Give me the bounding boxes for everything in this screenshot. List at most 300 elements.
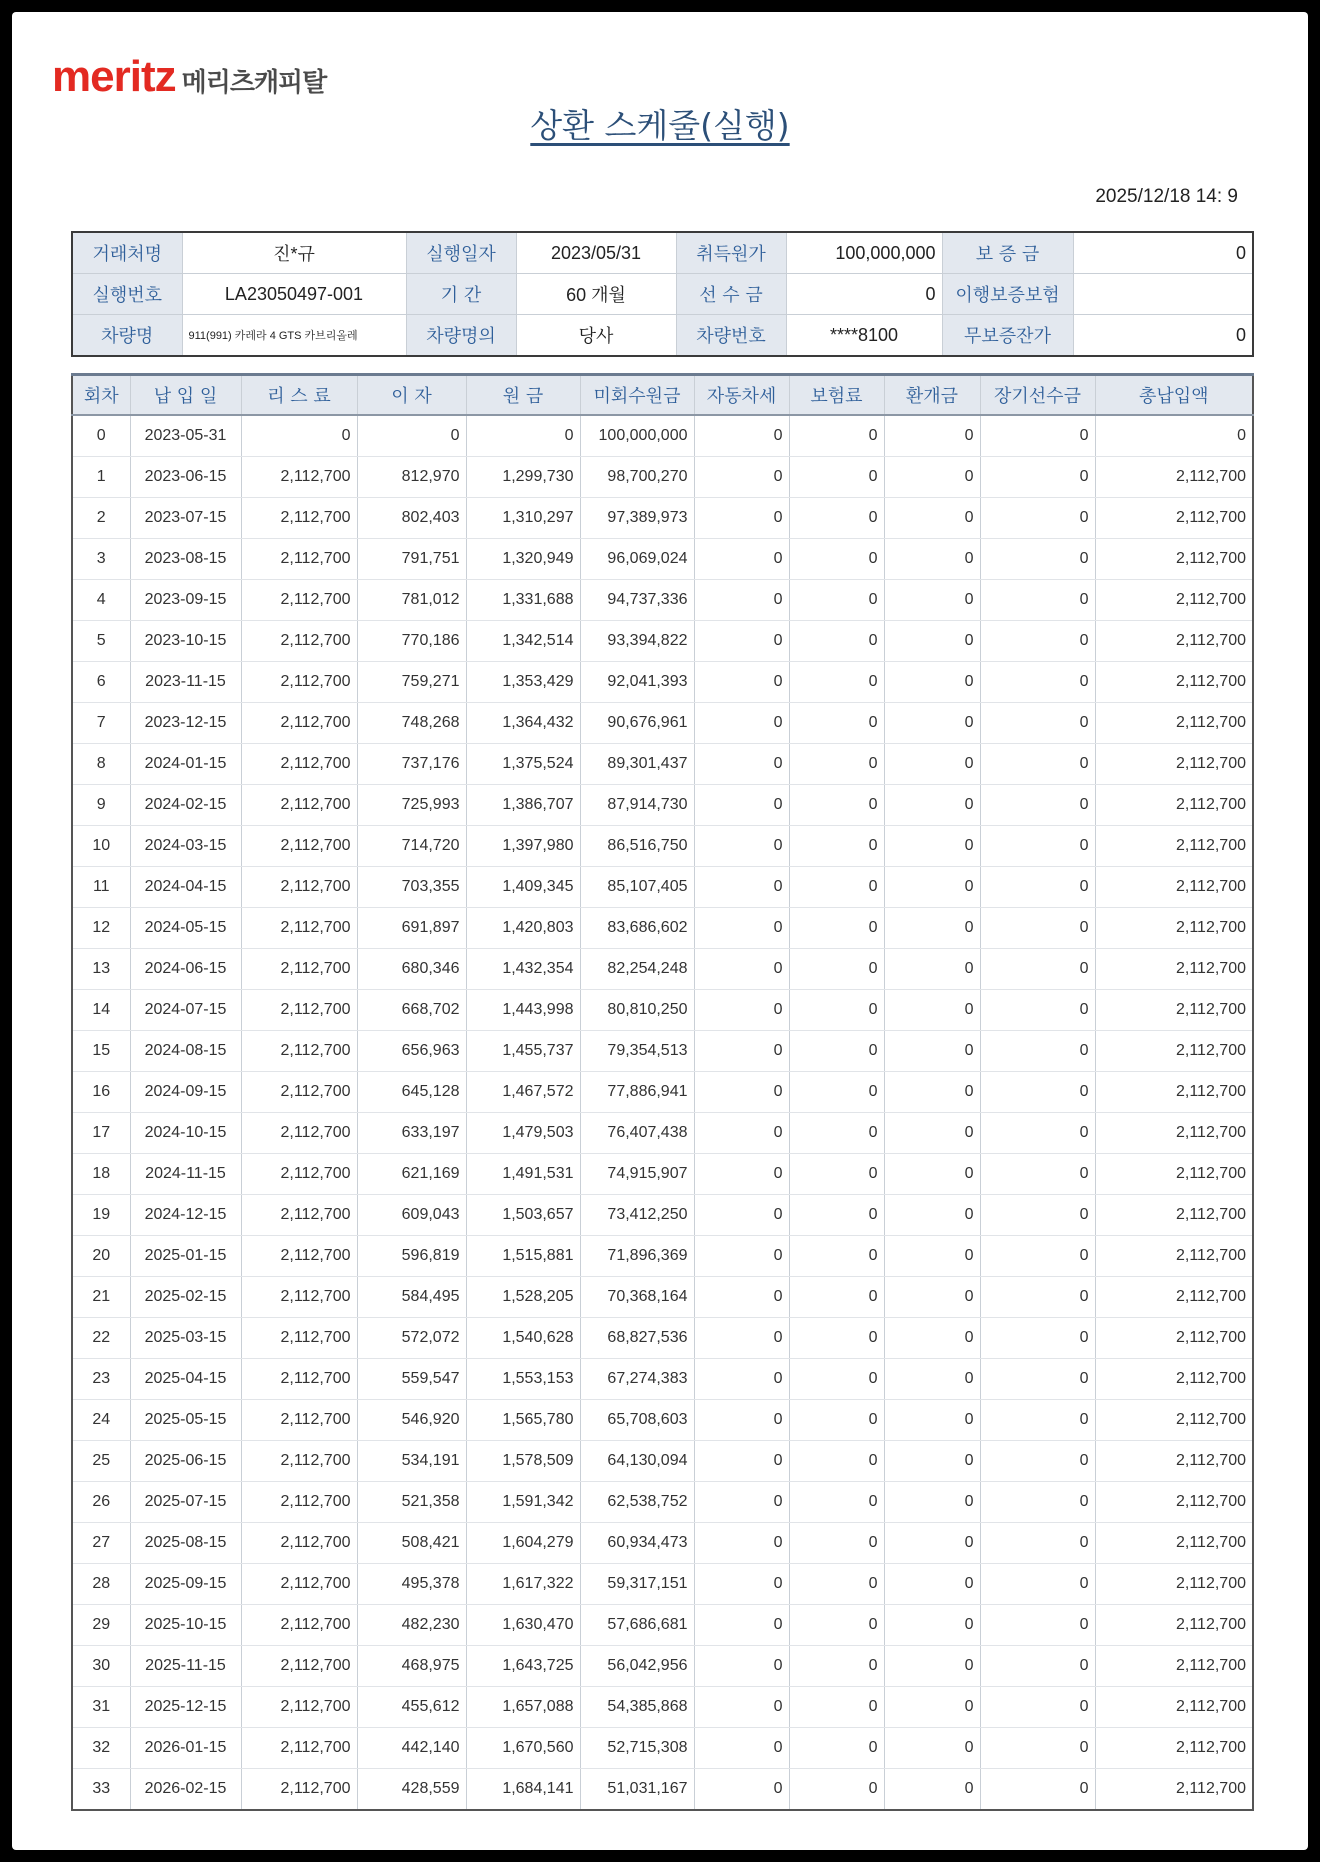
table-row (72, 1687, 1253, 1728)
table-cell: 0 (884, 1072, 980, 1113)
column-header: 원 금 (466, 375, 580, 416)
table-cell: 0 (884, 415, 980, 457)
table-cell: 1,455,737 (466, 1031, 580, 1072)
table-cell: 1,299,730 (466, 457, 580, 498)
table-row (72, 1564, 1253, 1605)
table-cell: 0 (694, 1646, 789, 1687)
table-cell: 2025-05-15 (130, 1400, 241, 1441)
table-cell: 0 (789, 1769, 884, 1811)
table-row (72, 1441, 1253, 1482)
table-cell: 0 (980, 1072, 1095, 1113)
table-row (72, 1523, 1253, 1564)
table-cell: 680,346 (357, 949, 466, 990)
table-cell: 2,112,700 (1095, 1154, 1253, 1195)
logo-text-en: meritz (52, 52, 176, 101)
table-cell: 2,112,700 (1095, 1072, 1253, 1113)
table-cell: 2,112,700 (241, 539, 357, 580)
table-cell: 2,112,700 (1095, 1195, 1253, 1236)
table-cell: 0 (694, 1359, 789, 1400)
table-row (72, 867, 1253, 908)
table-cell: 0 (789, 908, 884, 949)
table-cell: 7 (72, 703, 130, 744)
table-cell: 29 (72, 1605, 130, 1646)
table-cell: 2024-10-15 (130, 1113, 241, 1154)
label-vehicle-owner: 차량명의 (406, 315, 516, 357)
table-cell: 714,720 (357, 826, 466, 867)
table-cell: 2,112,700 (241, 703, 357, 744)
value-performance-insurance (1073, 274, 1253, 315)
table-cell: 0 (694, 703, 789, 744)
table-row (72, 1318, 1253, 1359)
table-cell: 0 (980, 1113, 1095, 1154)
table-cell: 0 (694, 457, 789, 498)
table-cell: 0 (357, 415, 466, 457)
table-cell: 2024-06-15 (130, 949, 241, 990)
table-cell: 74,915,907 (580, 1154, 694, 1195)
table-cell: 495,378 (357, 1564, 466, 1605)
table-cell: 1,578,509 (466, 1441, 580, 1482)
table-cell: 71,896,369 (580, 1236, 694, 1277)
table-cell: 2,112,700 (241, 1441, 357, 1482)
table-cell: 0 (884, 1113, 980, 1154)
table-cell: 0 (694, 785, 789, 826)
table-cell: 0 (980, 1728, 1095, 1769)
table-cell: 1,320,949 (466, 539, 580, 580)
table-cell: 0 (980, 1605, 1095, 1646)
table-cell: 0 (694, 1195, 789, 1236)
table-cell: 0 (694, 826, 789, 867)
table-cell: 77,886,941 (580, 1072, 694, 1113)
table-cell: 80,810,250 (580, 990, 694, 1031)
table-cell: 0 (980, 1236, 1095, 1277)
table-cell: 0 (884, 826, 980, 867)
table-cell: 21 (72, 1277, 130, 1318)
table-cell: 70,368,164 (580, 1277, 694, 1318)
table-cell: 482,230 (357, 1605, 466, 1646)
table-cell: 2023-10-15 (130, 621, 241, 662)
table-cell: 2,112,700 (241, 744, 357, 785)
table-cell: 2026-02-15 (130, 1769, 241, 1811)
table-cell: 25 (72, 1441, 130, 1482)
table-cell: 1,342,514 (466, 621, 580, 662)
table-cell: 2,112,700 (241, 1072, 357, 1113)
table-cell: 0 (789, 1195, 884, 1236)
table-cell: 0 (72, 415, 130, 457)
table-cell: 0 (884, 457, 980, 498)
column-header: 납 입 일 (130, 375, 241, 416)
table-cell: 534,191 (357, 1441, 466, 1482)
table-cell: 2,112,700 (241, 1564, 357, 1605)
table-cell: 0 (694, 539, 789, 580)
table-cell: 0 (694, 949, 789, 990)
table-cell: 691,897 (357, 908, 466, 949)
table-row (72, 1769, 1253, 1811)
table-cell: 2,112,700 (1095, 1523, 1253, 1564)
table-cell: 62,538,752 (580, 1482, 694, 1523)
table-cell: 2025-01-15 (130, 1236, 241, 1277)
table-cell: 0 (884, 1728, 980, 1769)
table-row (72, 621, 1253, 662)
table-cell: 56,042,956 (580, 1646, 694, 1687)
table-cell: 2,112,700 (241, 662, 357, 703)
table-cell: 0 (980, 1523, 1095, 1564)
table-row (72, 703, 1253, 744)
table-cell: 2,112,700 (1095, 908, 1253, 949)
table-cell: 92,041,393 (580, 662, 694, 703)
value-advance: 0 (786, 274, 942, 315)
table-cell: 0 (694, 580, 789, 621)
table-cell: 0 (884, 1277, 980, 1318)
table-cell: 13 (72, 949, 130, 990)
table-cell: 4 (72, 580, 130, 621)
table-cell: 0 (789, 580, 884, 621)
table-cell: 2,112,700 (1095, 662, 1253, 703)
schedule-body (72, 415, 1253, 1810)
table-cell: 0 (884, 867, 980, 908)
table-cell: 802,403 (357, 498, 466, 539)
table-cell: 2024-01-15 (130, 744, 241, 785)
table-cell: 1,565,780 (466, 1400, 580, 1441)
table-cell: 759,271 (357, 662, 466, 703)
table-row (72, 1277, 1253, 1318)
table-cell: 0 (980, 415, 1095, 457)
table-cell: 1,386,707 (466, 785, 580, 826)
column-header: 총납입액 (1095, 375, 1253, 416)
table-cell: 51,031,167 (580, 1769, 694, 1811)
table-cell: 11 (72, 867, 130, 908)
table-cell: 12 (72, 908, 130, 949)
table-row (72, 1728, 1253, 1769)
table-row (72, 1154, 1253, 1195)
table-cell: 85,107,405 (580, 867, 694, 908)
table-cell: 0 (884, 949, 980, 990)
table-cell: 1,397,980 (466, 826, 580, 867)
value-period: 60 개월 (516, 274, 676, 315)
table-cell: 609,043 (357, 1195, 466, 1236)
table-cell: 2,112,700 (1095, 1113, 1253, 1154)
table-cell: 2024-12-15 (130, 1195, 241, 1236)
table-cell: 2,112,700 (241, 785, 357, 826)
table-cell: 0 (789, 1523, 884, 1564)
table-cell: 2,112,700 (1095, 1646, 1253, 1687)
table-cell: 0 (789, 949, 884, 990)
table-cell: 2,112,700 (1095, 1318, 1253, 1359)
table-cell: 0 (789, 1687, 884, 1728)
table-cell: 0 (789, 1154, 884, 1195)
table-cell: 0 (884, 1769, 980, 1811)
table-cell: 2025-08-15 (130, 1523, 241, 1564)
table-cell: 0 (694, 1113, 789, 1154)
table-cell: 2,112,700 (1095, 1359, 1253, 1400)
table-cell: 0 (789, 1400, 884, 1441)
table-cell: 0 (980, 867, 1095, 908)
table-cell: 2023-07-15 (130, 498, 241, 539)
table-cell: 2,112,700 (241, 1687, 357, 1728)
table-cell: 1,364,432 (466, 703, 580, 744)
table-cell: 33 (72, 1769, 130, 1811)
table-cell: 0 (694, 1441, 789, 1482)
table-cell: 0 (884, 1195, 980, 1236)
logo-text-ko: 메리츠캐피탈 (181, 68, 327, 98)
table-cell: 2023-08-15 (130, 539, 241, 580)
table-cell: 79,354,513 (580, 1031, 694, 1072)
label-customer: 거래처명 (72, 232, 182, 274)
table-cell: 2,112,700 (241, 867, 357, 908)
table-cell: 2,112,700 (1095, 498, 1253, 539)
table-cell: 2,112,700 (241, 621, 357, 662)
table-cell: 428,559 (357, 1769, 466, 1811)
table-cell: 2,112,700 (1095, 457, 1253, 498)
table-cell: 2,112,700 (1095, 744, 1253, 785)
table-row (72, 990, 1253, 1031)
table-cell: 0 (694, 1236, 789, 1277)
label-vehicle: 차량명 (72, 315, 182, 357)
table-cell: 2,112,700 (1095, 785, 1253, 826)
table-cell: 559,547 (357, 1359, 466, 1400)
table-cell: 82,254,248 (580, 949, 694, 990)
table-cell: 1,375,524 (466, 744, 580, 785)
table-cell: 0 (884, 908, 980, 949)
table-cell: 2,112,700 (241, 498, 357, 539)
table-cell: 0 (789, 415, 884, 457)
table-cell: 0 (694, 1072, 789, 1113)
value-exec-no: LA23050497-001 (182, 274, 406, 315)
table-cell: 0 (1095, 415, 1253, 457)
table-cell: 2,112,700 (1095, 1031, 1253, 1072)
table-cell: 0 (694, 415, 789, 457)
table-cell: 0 (980, 1031, 1095, 1072)
table-cell: 572,072 (357, 1318, 466, 1359)
table-cell: 2023-12-15 (130, 703, 241, 744)
table-cell: 2,112,700 (241, 1482, 357, 1523)
table-cell: 0 (884, 1154, 980, 1195)
table-row (72, 1113, 1253, 1154)
table-cell: 2,112,700 (1095, 826, 1253, 867)
table-cell: 0 (789, 1482, 884, 1523)
table-cell: 0 (789, 539, 884, 580)
table-cell: 0 (980, 539, 1095, 580)
table-cell: 2,112,700 (241, 580, 357, 621)
table-cell: 76,407,438 (580, 1113, 694, 1154)
table-cell: 2,112,700 (241, 457, 357, 498)
table-cell: 2,112,700 (241, 1728, 357, 1769)
table-cell: 0 (789, 990, 884, 1031)
table-cell: 54,385,868 (580, 1687, 694, 1728)
table-cell: 83,686,602 (580, 908, 694, 949)
table-cell: 2,112,700 (1095, 1687, 1253, 1728)
value-plate-no: ****8100 (786, 315, 942, 357)
value-exec-date: 2023/05/31 (516, 232, 676, 274)
table-row (72, 785, 1253, 826)
table-cell: 0 (884, 621, 980, 662)
table-cell: 0 (694, 1564, 789, 1605)
table-cell: 0 (694, 498, 789, 539)
table-cell: 791,751 (357, 539, 466, 580)
table-cell: 2,112,700 (241, 1605, 357, 1646)
table-cell: 1,604,279 (466, 1523, 580, 1564)
table-cell: 64,130,094 (580, 1441, 694, 1482)
table-row (72, 744, 1253, 785)
table-cell: 546,920 (357, 1400, 466, 1441)
table-cell: 2025-11-15 (130, 1646, 241, 1687)
table-cell: 93,394,822 (580, 621, 694, 662)
table-cell: 97,389,973 (580, 498, 694, 539)
table-cell: 703,355 (357, 867, 466, 908)
table-cell: 1,443,998 (466, 990, 580, 1031)
table-cell: 0 (884, 1031, 980, 1072)
table-cell: 2,112,700 (241, 1400, 357, 1441)
table-cell: 73,412,250 (580, 1195, 694, 1236)
column-header: 보험료 (789, 375, 884, 416)
table-cell: 2024-05-15 (130, 908, 241, 949)
table-cell: 0 (884, 1441, 980, 1482)
table-cell: 0 (980, 744, 1095, 785)
table-cell: 0 (694, 1523, 789, 1564)
table-cell: 0 (789, 1605, 884, 1646)
table-cell: 0 (884, 744, 980, 785)
table-cell: 0 (694, 662, 789, 703)
table-cell: 0 (980, 1564, 1095, 1605)
table-cell: 2023-05-31 (130, 415, 241, 457)
label-period: 기 간 (406, 274, 516, 315)
table-cell: 2,112,700 (241, 1113, 357, 1154)
table-cell: 1,420,803 (466, 908, 580, 949)
table-row (72, 539, 1253, 580)
table-cell: 1,684,141 (466, 1769, 580, 1811)
table-cell: 0 (884, 785, 980, 826)
table-cell: 1,310,297 (466, 498, 580, 539)
table-cell: 0 (694, 1031, 789, 1072)
table-cell: 2,112,700 (241, 1277, 357, 1318)
table-cell: 1,657,088 (466, 1687, 580, 1728)
column-header: 회차 (72, 375, 130, 416)
table-cell: 2,112,700 (241, 826, 357, 867)
table-cell: 0 (980, 1646, 1095, 1687)
table-cell: 0 (789, 867, 884, 908)
label-residual: 무보증잔가 (942, 315, 1073, 357)
table-cell: 0 (884, 580, 980, 621)
table-cell: 0 (694, 1318, 789, 1359)
table-cell: 0 (789, 1072, 884, 1113)
table-cell: 2025-02-15 (130, 1277, 241, 1318)
value-customer: 진*규 (182, 232, 406, 274)
value-deposit: 0 (1073, 232, 1253, 274)
table-cell: 2025-06-15 (130, 1441, 241, 1482)
table-cell: 0 (694, 1769, 789, 1811)
table-cell: 32 (72, 1728, 130, 1769)
table-cell: 1,432,354 (466, 949, 580, 990)
repayment-schedule-table (71, 373, 1254, 1811)
table-cell: 584,495 (357, 1277, 466, 1318)
table-cell: 0 (884, 1564, 980, 1605)
table-cell: 2023-11-15 (130, 662, 241, 703)
table-cell: 596,819 (357, 1236, 466, 1277)
table-cell: 621,169 (357, 1154, 466, 1195)
contract-info-table (71, 231, 1254, 357)
table-cell: 0 (980, 1400, 1095, 1441)
table-cell: 0 (694, 1154, 789, 1195)
table-cell: 19 (72, 1195, 130, 1236)
table-cell: 668,702 (357, 990, 466, 1031)
table-cell: 0 (789, 621, 884, 662)
table-cell: 2,112,700 (1095, 580, 1253, 621)
table-cell: 18 (72, 1154, 130, 1195)
info-row (72, 232, 1253, 274)
table-cell: 2,112,700 (1095, 1728, 1253, 1769)
value-vehicle: 911(991) 카레라 4 GTS 카브리올레 (182, 315, 406, 357)
table-cell: 2,112,700 (241, 1769, 357, 1811)
table-cell: 0 (980, 1277, 1095, 1318)
table-cell: 1,528,205 (466, 1277, 580, 1318)
table-cell: 0 (694, 1400, 789, 1441)
table-cell: 86,516,750 (580, 826, 694, 867)
table-cell: 0 (884, 1236, 980, 1277)
table-cell: 0 (884, 1646, 980, 1687)
meritz-logo (52, 52, 326, 102)
table-cell: 645,128 (357, 1072, 466, 1113)
table-cell: 2,112,700 (1095, 1277, 1253, 1318)
table-cell: 0 (884, 1605, 980, 1646)
table-cell: 0 (980, 1154, 1095, 1195)
table-cell: 2,112,700 (1095, 990, 1253, 1031)
table-cell: 1,467,572 (466, 1072, 580, 1113)
table-cell: 0 (466, 415, 580, 457)
table-cell: 0 (980, 580, 1095, 621)
table-cell: 16 (72, 1072, 130, 1113)
table-cell: 0 (789, 457, 884, 498)
value-residual: 0 (1073, 315, 1253, 357)
table-cell: 0 (789, 1236, 884, 1277)
table-cell: 22 (72, 1318, 130, 1359)
table-cell: 2023-06-15 (130, 457, 241, 498)
table-cell: 812,970 (357, 457, 466, 498)
table-cell: 2,112,700 (1095, 867, 1253, 908)
table-cell: 2,112,700 (1095, 1482, 1253, 1523)
table-cell: 94,737,336 (580, 580, 694, 621)
table-cell: 100,000,000 (580, 415, 694, 457)
table-cell: 1,515,881 (466, 1236, 580, 1277)
table-cell: 26 (72, 1482, 130, 1523)
table-cell: 1,491,531 (466, 1154, 580, 1195)
table-cell: 96,069,024 (580, 539, 694, 580)
table-cell: 59,317,151 (580, 1564, 694, 1605)
table-cell: 0 (980, 1687, 1095, 1728)
table-cell: 28 (72, 1564, 130, 1605)
table-cell: 0 (789, 785, 884, 826)
table-cell: 0 (884, 1359, 980, 1400)
table-cell: 0 (980, 498, 1095, 539)
table-cell: 0 (789, 498, 884, 539)
table-cell: 0 (789, 1031, 884, 1072)
table-cell: 6 (72, 662, 130, 703)
schedule-header-row (72, 375, 1253, 416)
table-cell: 31 (72, 1687, 130, 1728)
table-row (72, 949, 1253, 990)
table-cell: 2,112,700 (1095, 703, 1253, 744)
table-cell: 0 (884, 1687, 980, 1728)
table-cell: 0 (884, 1523, 980, 1564)
table-cell: 0 (789, 1441, 884, 1482)
print-datetime: 2025/12/18 14: 9 (1095, 186, 1238, 207)
table-cell: 455,612 (357, 1687, 466, 1728)
info-row (72, 274, 1253, 315)
table-cell: 0 (980, 1441, 1095, 1482)
label-plate-no: 차량번호 (676, 315, 786, 357)
table-cell: 1,591,342 (466, 1482, 580, 1523)
table-cell: 0 (980, 1482, 1095, 1523)
table-cell: 2025-07-15 (130, 1482, 241, 1523)
table-cell: 0 (694, 744, 789, 785)
